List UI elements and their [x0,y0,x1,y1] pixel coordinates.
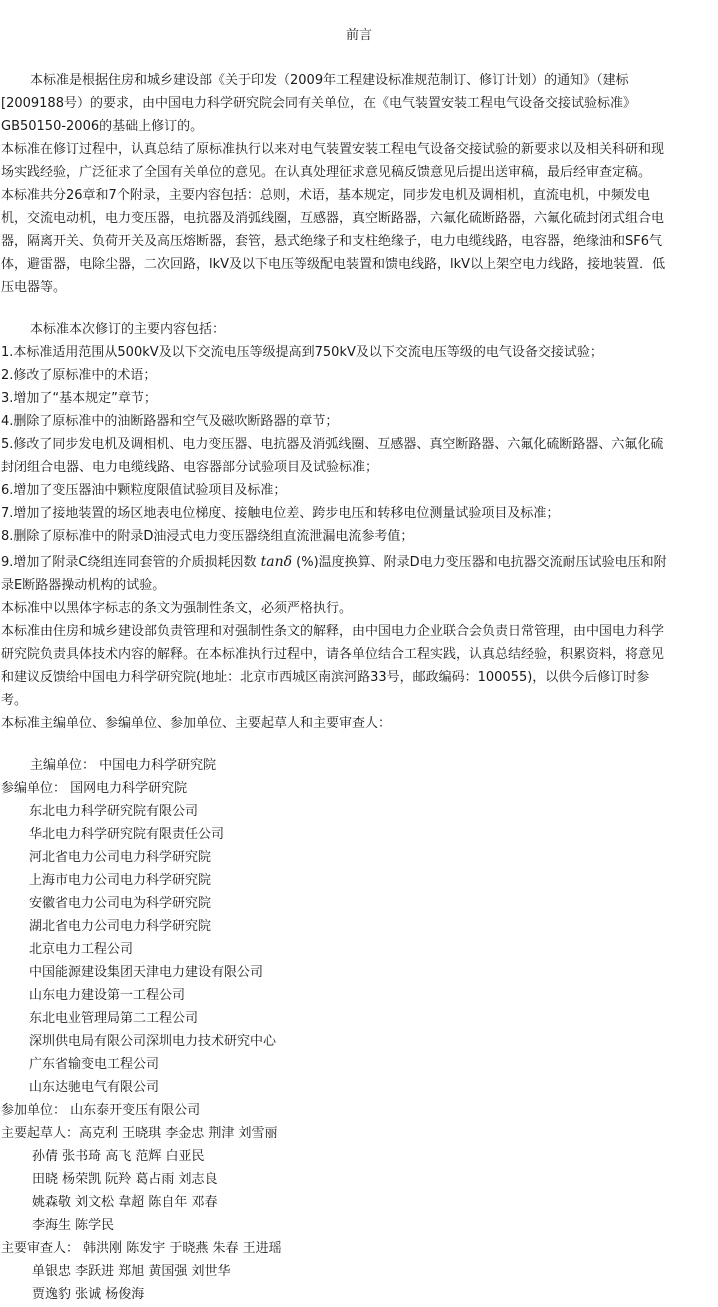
mandatory-clause-note: 本标准中以黑体字标志的条文为强制性条文，必须严格执行。 [1,601,353,616]
text-line: 考。 [1,693,28,708]
reviewers-label: 主要审查人： 韩洪刚 陈发宇 于晓燕 朱春 王进瑶 [1,1241,282,1256]
text-line: 研究院负责具体技术内容的解释。在本标准执行过程中，请各单位结合工程实践，认真总结经验，积累资料，将意见 [1,647,665,662]
revision-item: 录E断路器操动机构的试验。 [1,578,166,593]
text-line: 场实践经验，广泛征求了全国有关单位的意见。在认真处理征求意见稿反馈意见后提出送审稿，最后经审查定稿。 [1,165,652,180]
drafter-names: 李海生 陈学民 [32,1218,115,1233]
text-line: 本标准是根据住房和城乡建设部《关于印发（2009年工程建设标准规范制订、修订计划）的通知》（建标 [30,73,629,88]
text-line: 机，交流电动机，电力变压器，电抗器及消弧线圈，互感器，真空断路器，六氟化硫断路器，六氟化硫封闭式组合电 [1,211,665,226]
text-line: 和建议反馈给中国电力科学研究院(地址：北京市西城区南滨河路33号，邮政编码：100055)，以供今后修订时参 [1,670,650,685]
drafter-names: 田晓 杨荣凯 阮羚 葛占雨 刘志良 [32,1172,218,1187]
participating-unit: 深圳供电局有限公司深圳电力技术研究中心 [29,1034,277,1049]
revision-text: 9.增加了附录C绕组连同套管的介质损耗因数 [1,555,261,570]
tan-delta-formula: tanδ [260,554,293,570]
revision-list [0,318,718,597]
revision-item: 4.删除了原标准中的油断路器和空气及磁吹断路器的章节； [1,414,339,429]
revision-item [0,551,718,574]
revision-item: 5.修改了同步发电机及调相机、电力变压器、电抗器及消弧线圈、互感器、真空断路器、六氟化硫断路器、六氟化硫 [1,437,664,452]
drafter-names: 孙倩 张书琦 高飞 范辉 白亚民 [32,1149,205,1164]
drafter-names: 姚森敬 刘文松 韋超 陈自年 邓春 [32,1195,218,1210]
page-title: 前言 [345,28,372,43]
participating-unit: 河北省电力公司电力科学研究院 [29,850,212,865]
participating-unit: 安徽省电力公司电为科学研究院 [29,896,212,911]
revision-item: 8.删除了原标准中的附录D油浸式电力变压器绕组直流泄漏电流参考值； [1,529,414,544]
participating-units-label: 参编单位： 国网电力科学研究院 [1,781,188,796]
joining-unit: 参加单位： 山东泰开变压有限公司 [1,1103,201,1118]
text-line: 本标准由住房和城乡建设部负责管理和对强制性条文的解释，由中国电力企业联合会负责日常管理，由中国电力科学 [1,624,665,639]
participating-unit: 中国能源建设集团天津电力建设有限公司 [29,965,264,980]
drafters-label: 主要起草人：高克利 王晓琪 李金忠 荆津 刘雪丽 [1,1126,278,1141]
participating-unit: 东北电力科学研究院有限公司 [29,804,199,819]
participating-unit: 山东电力建设第一工程公司 [29,988,186,1003]
revision-item: 封闭组合电器、电力电缆线路、电容器部分试验项目及试验标准； [1,460,379,475]
participating-unit: 华北电力科学研究院有限责任公司 [29,827,225,842]
paragraph-process [0,138,718,184]
text-line: 器，隔离开关、负荷开关及高压熔断器，套管，悬式绝缘子和支柱绝缘子，电力电缆线路，电容器，绝缘油和SF6气 [1,234,663,249]
text-line: 压电器等。 [1,280,67,295]
participating-units-list [0,800,718,1099]
participating-unit: 广东省输变电工程公司 [29,1057,160,1072]
text-line: [2009188号）的要求，由中国电力科学研究院会同有关单位，在《电气装置安装工程电气设备交接试验标准》 [1,96,636,111]
spacer [0,299,718,318]
units-intro: 本标准主编单位、参编单位、参加单位、主要起草人和主要审查人： [1,716,392,731]
revision-item: 6.增加了变压器油中颗粒度限值试验项目及标准； [1,483,287,498]
chief-unit: 主编单位： 中国电力科学研究院 [30,758,217,773]
reviewer-names: 贾逸豹 张诚 杨俊海 [32,1287,145,1302]
revision-item: 7.增加了接地装置的场区地表电位梯度、接触电位差、跨步电压和转移电位测量试验项目及标准； [1,506,560,521]
participating-unit: 上海市电力公司电力科学研究院 [29,873,212,888]
spacer [0,735,718,754]
participating-unit: 湖北省电力公司电力科学研究院 [29,919,212,934]
text-line: 本标准在修订过程中，认真总结了原标准执行以来对电气装置安装工程电气设备交接试验的新要求以及相关科研和现 [1,142,665,157]
revision-item: 1.本标准适用范围从500kV及以下交流电压等级提高到750kV及以下交流电压等级的电气设备交接试验； [1,345,603,360]
revision-item: 3.增加了“基本规定”章节； [1,391,157,406]
text-line: GB50150-2006的基础上修订的。 [1,119,204,134]
paragraph-basis [0,69,718,138]
text-line: 本标准共分26章和7个附录，主要内容包括：总则，术语，基本规定，同步发电机及调相机，直流电机，中频发电 [1,188,650,203]
participating-unit: 北京电力工程公司 [29,942,134,957]
drafters-list [0,1145,718,1237]
participating-unit: 东北电业管理局第二工程公司 [29,1011,199,1026]
text-line: 体，避雷器，电除尘器，二次回路，lkV及以下电压等级配电装置和馈电线路，lkV以上架空电力线路，接地装置．低 [1,257,666,272]
revision-item: 2.修改了原标准中的术语； [1,368,157,383]
reviewers-list [0,1260,718,1306]
revision-text: (%)温度换算、附录D电力变压器和电抗器交流耐压试验电压和附 [292,555,667,570]
paragraph-management [0,620,718,712]
participating-unit: 山东达驰电气有限公司 [29,1080,160,1095]
paragraph-contents [0,184,718,299]
reviewer-names: 单银忠 李跃进 郑旭 黄国强 刘世华 [32,1264,231,1279]
revision-intro: 本标准本次修订的主要内容包括： [30,322,226,337]
